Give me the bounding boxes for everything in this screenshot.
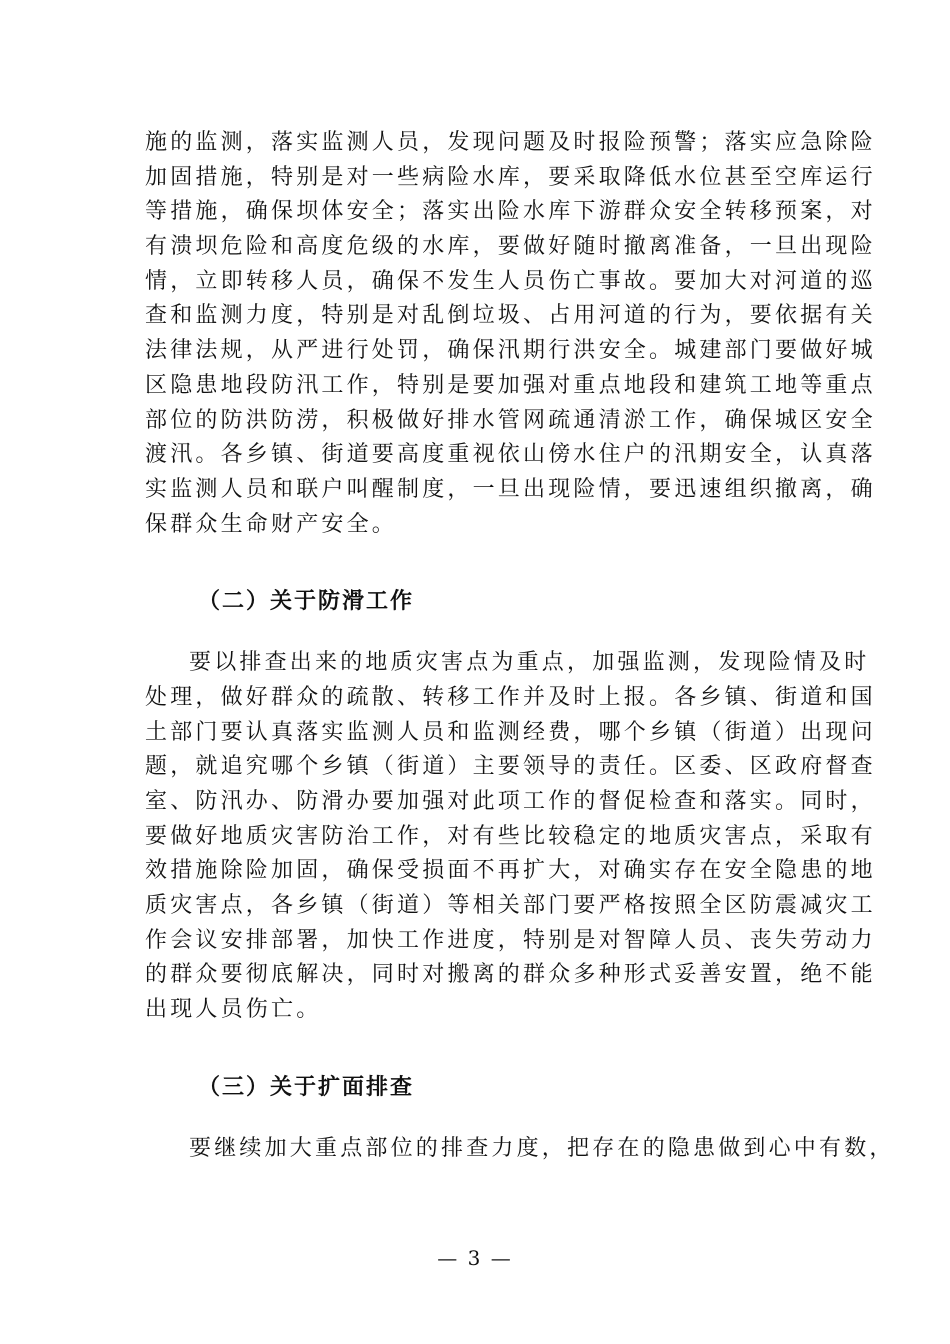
- body-text: [145, 126, 895, 1167]
- text-line: 查和监测力度，特别是对乱倒垃圾、占用河道的行为，要依据有关: [145, 303, 876, 329]
- text-line: 实监测人员和联户叫醒制度，一旦出现险情，要迅速组织撤离，确: [145, 476, 876, 502]
- spacer: [145, 1112, 815, 1132]
- text-line: 等措施，确保坝体安全；落实出险水库下游群众安全转移预案，对: [145, 199, 876, 225]
- text-line: 题，就追究哪个乡镇（街道）主要领导的责任。区委、区政府督查: [145, 754, 876, 780]
- text-line: 有溃坝危险和高度危级的水库，要做好随时撤离准备，一旦出现险: [145, 234, 876, 260]
- text-line: 土部门要认真落实监测人员和监测经费，哪个乡镇（街道）出现问: [145, 719, 876, 745]
- text-line: 出现人员伤亡。: [145, 997, 322, 1023]
- text-line: 处理，做好群众的疏散、转移工作并及时上报。各乡镇、街道和国: [145, 684, 876, 710]
- section-heading-inspection: （三）关于扩面排查: [198, 1073, 415, 1100]
- text-line: 渡汛。各乡镇、街道要高度重视依山傍水住户的汛期安全，认真落: [145, 442, 876, 468]
- spacer: [145, 626, 815, 646]
- text-line: 部位的防洪防涝，积极做好排水管网疏通清淤工作，确保城区安全: [145, 407, 876, 433]
- page-number: — 3 —: [437, 1246, 513, 1270]
- spacer: [145, 1028, 815, 1062]
- text-line: 作会议安排部署，加快工作进度，特别是对智障人员、丧失劳动力: [145, 927, 876, 953]
- text-line: 室、防汛办、防滑办要加强对此项工作的督促检查和落实。同时，: [145, 789, 876, 814]
- text-line: 质灾害点，各乡镇（街道）等相关部门要严格按照全区防震减灾工: [145, 893, 876, 919]
- text-line: 要以排查出来的地质灾害点为重点，加强监测，发现险情及时: [189, 650, 870, 676]
- text-line: 情，立即转移人员，确保不发生人员伤亡事故。要加大对河道的巡: [145, 268, 876, 294]
- paragraph-flood-control: [145, 126, 876, 542]
- paragraph-inspection: [145, 1132, 895, 1167]
- text-line: 的群众要彻底解决，同时对搬离的群众多种形式妥善安置，绝不能: [145, 962, 876, 988]
- spacer: [145, 542, 815, 576]
- text-line: 要继续加大重点部位的排查力度，把存在的隐患做到心中有数，: [189, 1135, 895, 1161]
- text-line: 加固措施，特别是对一些病险水库，要采取降低水位甚至空库运行: [145, 164, 876, 190]
- section-heading-landslide: （二）关于防滑工作: [198, 588, 415, 615]
- paragraph-landslide: [145, 646, 876, 1028]
- text-line: 施的监测，落实监测人员，发现问题及时报险预警；落实应急除险: [145, 130, 876, 155]
- text-line: 效措施除险加固，确保受损面不再扩大，对确实存在安全隐患的地: [145, 858, 876, 884]
- text-line: 保群众生命财产安全。: [145, 511, 398, 537]
- text-line: 要做好地质灾害防治工作，对有些比较稳定的地质灾害点，采取有: [145, 823, 876, 849]
- text-line: 法律法规，从严进行处罚，确保汛期行洪安全。城建部门要做好城: [145, 338, 876, 364]
- text-line: 区隐患地段防汛工作，特别是要加强对重点地段和建筑工地等重点: [145, 372, 876, 398]
